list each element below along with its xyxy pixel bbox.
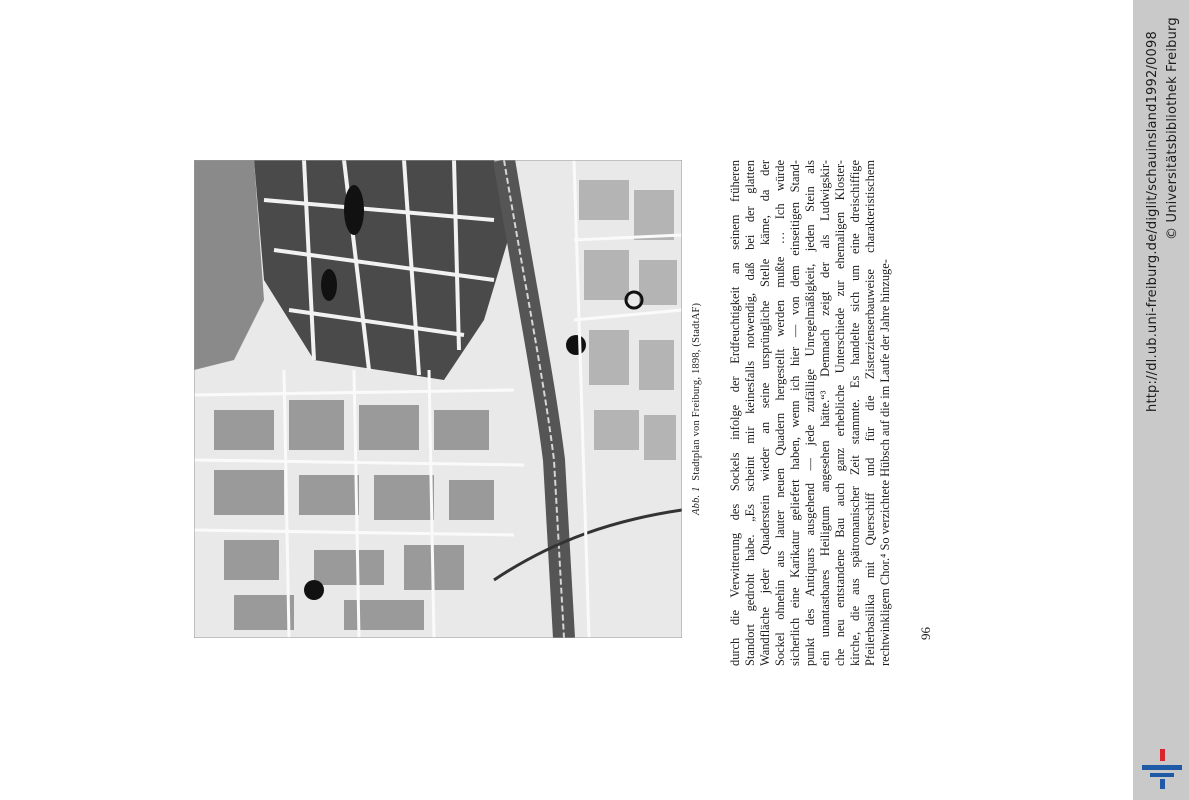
figure-caption (690, 275, 704, 515)
text-line: sicherlich eine Karikatur geliefert haben, wenn ich hier — von dem einseitigen Stand- (787, 160, 802, 666)
text-line: Standort gedroht habe. „Es scheint mir keinesfalls notwendig, daß bei der glatten (742, 160, 757, 666)
text-line: Sockel ohnehin aus lauter neuen Quadern hergestellt werden mußte … Ich würde (772, 160, 787, 666)
text-line: Pfeilerbasilika mit Querschiff und für die Zisterzienserbauweise charakteristischem (862, 160, 877, 666)
text-line: Wandfläche jeder Quaderstein wieder an seine ursprüngliche Stelle käme, da der (757, 160, 772, 666)
text-line: durch die Verwitterung des Sockels infolge der Erdfeuchtigkeit an seinem früheren (728, 160, 742, 666)
viewer-sidebar (1133, 0, 1189, 800)
library-credit: © Universitätsbibliothek Freiburg (1165, 17, 1180, 240)
figure-caption-text: Stadtplan von Freiburg, 1898, (StadtAF) (691, 302, 702, 481)
text-line: kirche, die aus spätromanischer Zeit stammte. Es handelte sich um eine dreischiffige (847, 160, 862, 666)
figure-label: Abb. 1 (691, 486, 702, 515)
text-line: punkt des Antiquars ausgehend — jede zufällige Unregelmäßigkeit, jeden Stein als (802, 160, 817, 666)
text-line: che neu entstandene Bau auch ganz erhebliche Unterschiede zur ehemaligen Kloster- (832, 160, 847, 666)
body-text (728, 160, 892, 666)
text-line: ein unantastbares Heiligtum angesehen hätte.“³ Demnach zeigt der als Ludwigskir- (817, 160, 832, 666)
library-logo-icon (1140, 747, 1184, 791)
text-line: rechtwinkligem Chor.⁴ So verzichtete Hübsch auf die im Laufe der Jahre hinzuge- (877, 259, 892, 666)
city-map-figure (194, 160, 682, 638)
page-number: 96 (918, 627, 933, 640)
source-url[interactable]: http://dl.ub.uni-freiburg.de/diglit/schauinsland1992/0098 (1145, 31, 1160, 412)
